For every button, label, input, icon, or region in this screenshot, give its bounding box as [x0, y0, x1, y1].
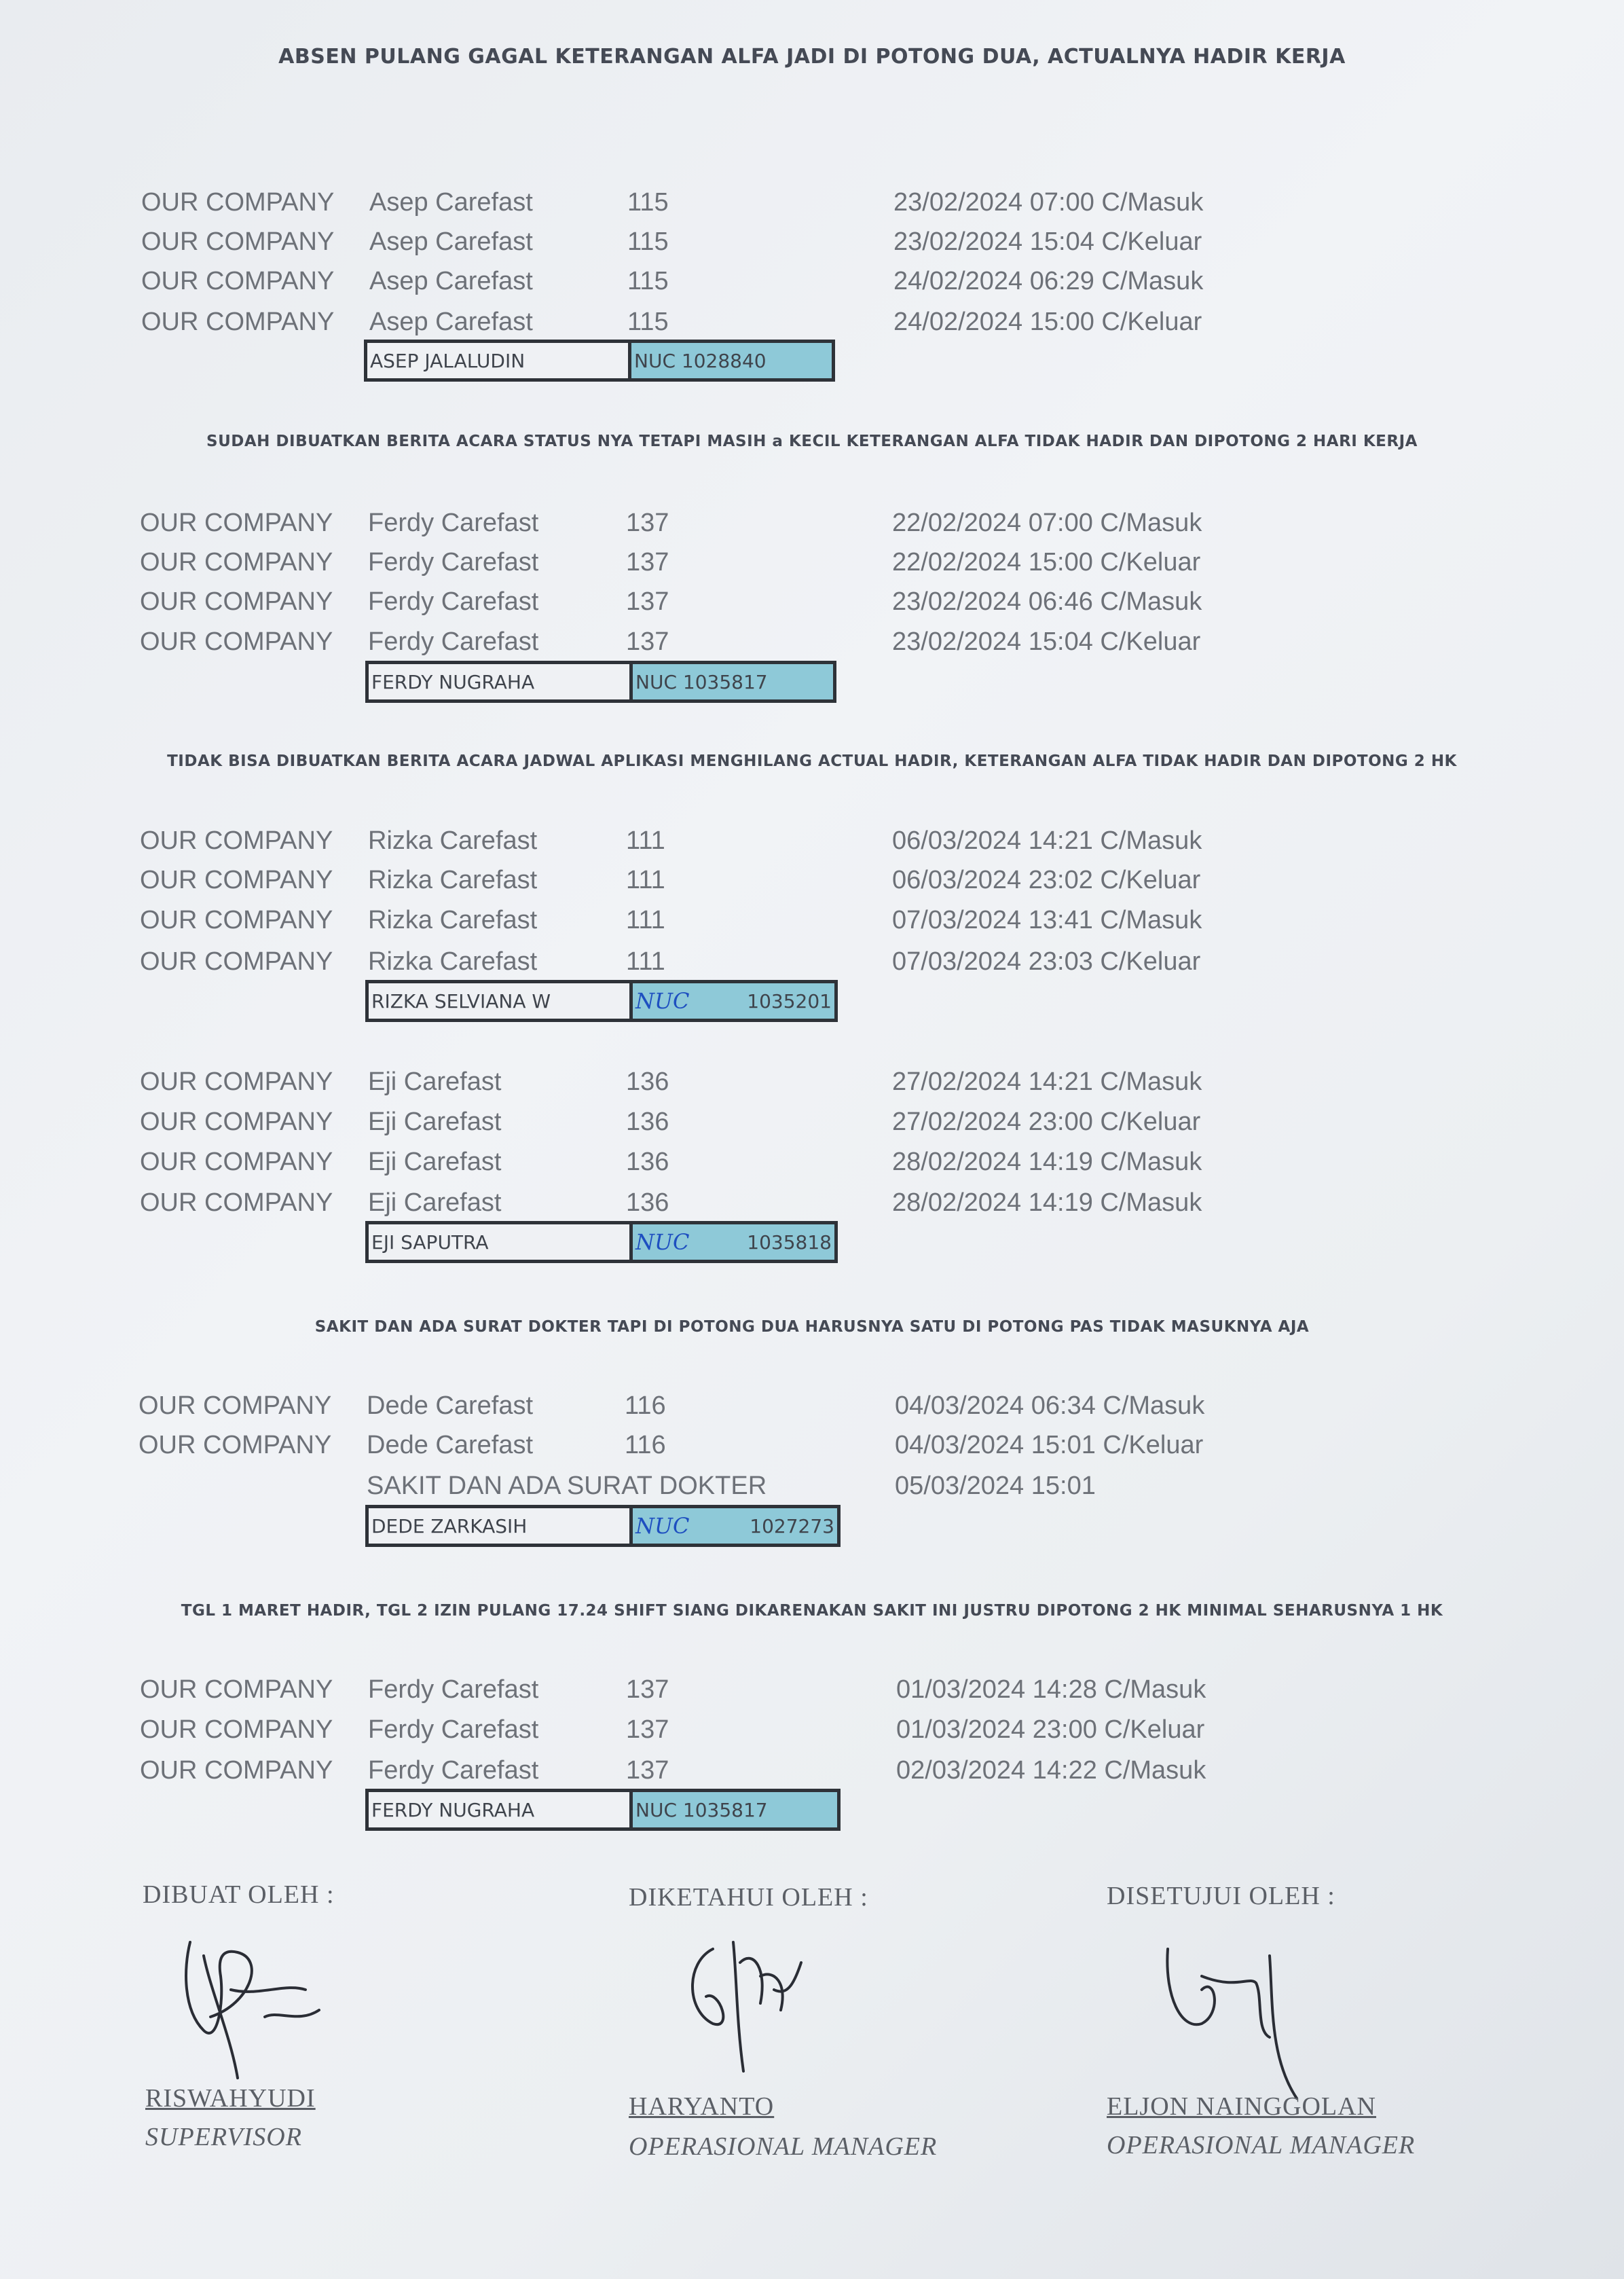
id-cell: 137	[626, 627, 669, 656]
handwritten-nuc: NUC	[635, 1513, 690, 1539]
id-cell: 115	[627, 308, 669, 336]
timestamp-cell: 23/02/2024 15:04 C/Keluar	[893, 227, 1202, 256]
name-cell: Eji Carefast	[368, 1108, 502, 1136]
employee-name-box	[365, 1789, 841, 1831]
approved-by-label: DISETUJUI OLEH :	[1107, 1882, 1335, 1910]
nuc-number: 1035818	[747, 1230, 832, 1254]
id-cell: 116	[625, 1431, 666, 1459]
name-cell: Asep Carefast	[369, 308, 533, 336]
timestamp-cell: 24/02/2024 15:00 C/Keluar	[893, 308, 1202, 336]
company-cell: OUR COMPANY	[140, 1756, 333, 1785]
timestamp-cell: 28/02/2024 14:19 C/Masuk	[892, 1188, 1202, 1217]
name-cell: Rizka Carefast	[368, 906, 538, 934]
name-cell: Asep Carefast	[369, 188, 533, 217]
company-cell: OUR COMPANY	[140, 1148, 333, 1176]
company-cell: OUR COMPANY	[140, 1188, 333, 1217]
handwritten-nuc: NUC	[635, 1229, 690, 1255]
id-cell: 137	[626, 1715, 669, 1744]
approved-by-role: OPERASIONAL MANAGER	[1107, 2131, 1416, 2159]
company-cell: OUR COMPANY	[140, 906, 333, 934]
signature-riswahyudi	[163, 1929, 339, 2092]
company-cell: OUR COMPANY	[141, 308, 335, 336]
id-cell: 111	[626, 826, 665, 855]
company-cell: OUR COMPANY	[141, 227, 335, 256]
company-cell: OUR COMPANY	[140, 1715, 333, 1744]
id-cell: 136	[626, 1068, 669, 1096]
sick-note-cell: SAKIT DAN ADA SURAT DOKTER	[367, 1472, 767, 1500]
note-heading: SAKIT DAN ADA SURAT DOKTER TAPI DI POTONG DUA HARUSNYA SATU DI POTONG PAS TIDAK MASUKNYA AJA	[314, 1318, 1310, 1336]
id-cell: 137	[626, 1756, 669, 1785]
id-cell: 136	[626, 1148, 669, 1176]
employee-nuc	[633, 983, 834, 1019]
company-cell: OUR COMPANY	[139, 1431, 332, 1459]
timestamp-cell: 05/03/2024 15:01	[895, 1472, 1096, 1500]
known-by-role: OPERASIONAL MANAGER	[629, 2132, 938, 2161]
company-cell: OUR COMPANY	[140, 1108, 333, 1136]
name-cell: Ferdy Carefast	[368, 627, 539, 656]
document-title: ABSEN PULANG GAGAL KETERANGAN ALFA JADI DI POTONG DUA, ACTUALNYA HADIR KERJA	[278, 45, 1346, 69]
employee-full-name: ASEP JALALUDIN	[367, 343, 631, 378]
id-cell: 116	[625, 1391, 666, 1420]
company-cell: OUR COMPANY	[140, 826, 333, 855]
timestamp-cell: 24/02/2024 06:29 C/Masuk	[893, 267, 1204, 295]
handwritten-nuc: NUC	[635, 988, 690, 1014]
company-cell: OUR COMPANY	[139, 1391, 332, 1420]
id-cell: 137	[626, 548, 669, 577]
company-cell: OUR COMPANY	[141, 267, 335, 295]
employee-full-name: FERDY NUGRAHA	[369, 1792, 633, 1827]
employee-nuc	[633, 1224, 834, 1260]
company-cell: OUR COMPANY	[140, 1675, 333, 1704]
made-by-role: SUPERVISOR	[145, 2123, 302, 2151]
name-cell: Rizka Carefast	[368, 866, 538, 894]
made-by-label: DIBUAT OLEH :	[143, 1880, 335, 1909]
employee-name-box	[364, 340, 835, 382]
approved-by-name: ELJON NAINGGOLAN	[1107, 2092, 1377, 2121]
nuc-number: 1027273	[750, 1514, 834, 1537]
employee-name-box	[365, 1221, 838, 1263]
employee-nuc: NUC 1035817	[633, 664, 833, 699]
id-cell: 137	[626, 509, 669, 537]
id-cell: 137	[626, 587, 669, 616]
company-cell: OUR COMPANY	[140, 548, 333, 577]
name-cell: Ferdy Carefast	[368, 1715, 539, 1744]
id-cell: 111	[626, 866, 665, 894]
timestamp-cell: 06/03/2024 23:02 C/Keluar	[892, 866, 1201, 894]
timestamp-cell: 07/03/2024 23:03 C/Keluar	[892, 947, 1201, 976]
employee-full-name: RIZKA SELVIANA W	[369, 983, 633, 1019]
company-cell: OUR COMPANY	[140, 947, 333, 976]
timestamp-cell: 23/02/2024 15:04 C/Keluar	[892, 627, 1201, 656]
employee-nuc: NUC 1028840	[631, 343, 832, 378]
name-cell: Ferdy Carefast	[368, 1756, 539, 1785]
timestamp-cell: 01/03/2024 23:00 C/Keluar	[896, 1715, 1205, 1744]
name-cell: Dede Carefast	[367, 1391, 534, 1420]
known-by-name: HARYANTO	[629, 2092, 775, 2121]
timestamp-cell: 22/02/2024 15:00 C/Keluar	[892, 548, 1201, 577]
name-cell: Eji Carefast	[368, 1148, 502, 1176]
timestamp-cell: 27/02/2024 14:21 C/Masuk	[892, 1068, 1202, 1096]
company-cell: OUR COMPANY	[140, 627, 333, 656]
timestamp-cell: 04/03/2024 06:34 C/Masuk	[895, 1391, 1205, 1420]
employee-full-name: EJI SAPUTRA	[369, 1224, 633, 1260]
timestamp-cell: 28/02/2024 14:19 C/Masuk	[892, 1148, 1202, 1176]
timestamp-cell: 01/03/2024 14:28 C/Masuk	[896, 1675, 1206, 1704]
known-by-label: DIKETAHUI OLEH :	[629, 1883, 868, 1912]
employee-nuc	[633, 1508, 837, 1544]
employee-full-name: FERDY NUGRAHA	[369, 664, 633, 699]
timestamp-cell: 23/02/2024 07:00 C/Masuk	[893, 188, 1204, 217]
id-cell: 115	[627, 267, 669, 295]
note-heading: SUDAH DIBUATKAN BERITA ACARA STATUS NYA TETAPI MASIH a KECIL KETERANGAN ALFA TIDAK HADIR DAN DIPOTONG 2 HARI KERJA	[206, 433, 1418, 450]
name-cell: Asep Carefast	[369, 267, 533, 295]
company-cell: OUR COMPANY	[141, 188, 335, 217]
name-cell: Eji Carefast	[368, 1188, 502, 1217]
note-heading: TGL 1 MARET HADIR, TGL 2 IZIN PULANG 17.24 SHIFT SIANG DIKARENAKAN SAKIT INI JUSTRU DIPOTONG 2 HK MINIMAL SEHARUSNYA 1 HK	[181, 1602, 1443, 1620]
signature-haryanto	[672, 1922, 822, 2078]
company-cell: OUR COMPANY	[140, 866, 333, 894]
company-cell: OUR COMPANY	[140, 509, 333, 537]
name-cell: Eji Carefast	[368, 1068, 502, 1096]
timestamp-cell: 07/03/2024 13:41 C/Masuk	[892, 906, 1202, 934]
employee-name-box	[365, 1505, 841, 1547]
name-cell: Rizka Carefast	[368, 826, 538, 855]
name-cell: Asep Carefast	[369, 227, 533, 256]
id-cell: 111	[626, 947, 665, 976]
name-cell: Dede Carefast	[367, 1431, 534, 1459]
nuc-number: 1035201	[747, 989, 832, 1013]
name-cell: Ferdy Carefast	[368, 548, 539, 577]
id-cell: 115	[627, 188, 669, 217]
id-cell: 136	[626, 1188, 669, 1217]
name-cell: Ferdy Carefast	[368, 509, 539, 537]
employee-nuc: NUC 1035817	[633, 1792, 837, 1827]
timestamp-cell: 23/02/2024 06:46 C/Masuk	[892, 587, 1202, 616]
employee-name-box	[365, 661, 836, 703]
name-cell: Ferdy Carefast	[368, 587, 539, 616]
made-by-name: RISWAHYUDI	[145, 2084, 316, 2113]
employee-full-name: DEDE ZARKASIH	[369, 1508, 633, 1544]
signature-eljon	[1154, 1935, 1331, 2112]
name-cell: Rizka Carefast	[368, 947, 538, 976]
timestamp-cell: 06/03/2024 14:21 C/Masuk	[892, 826, 1202, 855]
id-cell: 111	[626, 906, 665, 934]
timestamp-cell: 27/02/2024 23:00 C/Keluar	[892, 1108, 1201, 1136]
id-cell: 136	[626, 1108, 669, 1136]
timestamp-cell: 04/03/2024 15:01 C/Keluar	[895, 1431, 1204, 1459]
note-heading: TIDAK BISA DIBUATKAN BERITA ACARA JADWAL APLIKASI MENGHILANG ACTUAL HADIR, KETERANGAN ALFA TIDAK HADIR DAN DIPOTONG 2 HK	[167, 752, 1457, 770]
company-cell: OUR COMPANY	[140, 587, 333, 616]
company-cell: OUR COMPANY	[140, 1068, 333, 1096]
employee-name-box	[365, 980, 838, 1022]
id-cell: 137	[626, 1675, 669, 1704]
name-cell: Ferdy Carefast	[368, 1675, 539, 1704]
id-cell: 115	[627, 227, 669, 256]
timestamp-cell: 22/02/2024 07:00 C/Masuk	[892, 509, 1202, 537]
timestamp-cell: 02/03/2024 14:22 C/Masuk	[896, 1756, 1206, 1785]
